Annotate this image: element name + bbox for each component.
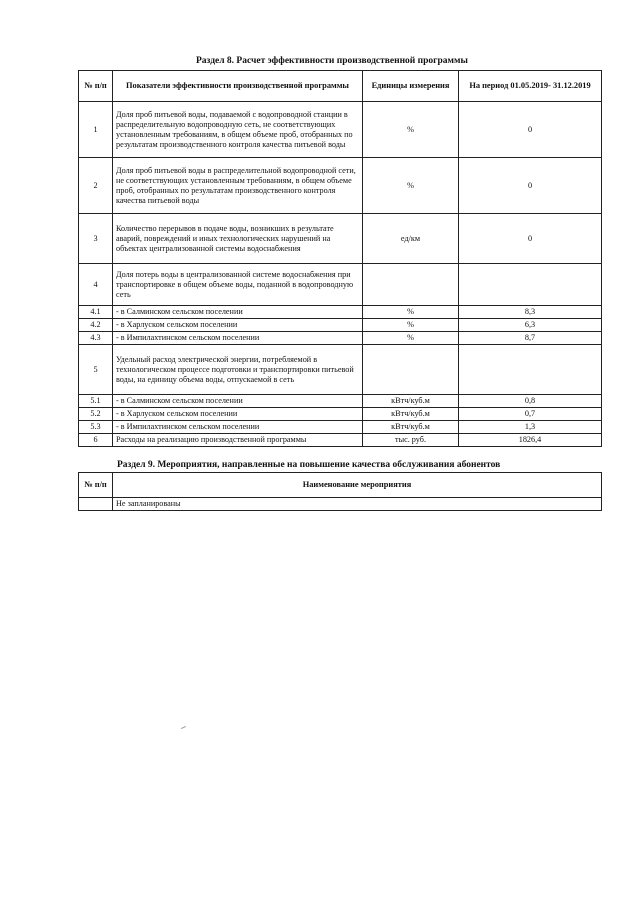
header-num: № п/п [79,71,113,102]
table-row [79,408,602,421]
cell-unit [363,345,459,395]
cell-num: 5 [79,345,113,395]
header-unit: Единицы измерения [363,71,459,102]
cell-num: 4.3 [79,332,113,345]
table-row [79,345,602,395]
cell-num: 3 [79,214,113,264]
cell-num: 4 [79,264,113,306]
cell-num: 5.3 [79,421,113,434]
table-row [79,264,602,306]
cell-indicator: - в Салминском сельском поселении [113,395,363,408]
cell-num: 5.1 [79,395,113,408]
table-row [79,395,602,408]
cell-num: 1 [79,102,113,158]
section-8-title: Раздел 8. Расчет эффективности производственной программы [196,56,468,66]
cell-unit: % [363,319,459,332]
cell-value: 0,8 [459,395,602,408]
table-row [79,319,602,332]
cell-indicator: - в Салминском сельском поселении [113,306,363,319]
table-row [79,214,602,264]
cell-unit [363,264,459,306]
cell-name: Не запланированы [113,498,602,511]
cell-indicator: Количество перерывов в подаче воды, возникших в результате аварий, повреждений и иных технологических нарушений на объектах централизованной системы водоснабжения [113,214,363,264]
efficiency-table [78,70,602,447]
cell-unit: % [363,158,459,214]
cell-unit: тыс. руб. [363,434,459,447]
cell-value: 1826,4 [459,434,602,447]
cell-indicator: - в Импилахтинском сельском поселении [113,421,363,434]
cell-value: 8,7 [459,332,602,345]
cell-indicator: - в Харлуском сельском поселении [113,408,363,421]
table-row [79,306,602,319]
scan-mark [181,726,186,729]
header-measure-name: Наименование мероприятия [113,473,602,498]
cell-value [459,264,602,306]
cell-indicator: Доля потерь воды в централизованной системе водоснабжения при транспортировке в общем объеме воды, поданной в водопроводную сеть [113,264,363,306]
cell-unit: % [363,306,459,319]
cell-value: 0 [459,158,602,214]
cell-unit: % [363,102,459,158]
cell-value: 8,3 [459,306,602,319]
measures-table [78,472,602,511]
cell-value: 0 [459,214,602,264]
cell-indicator: - в Харлуском сельском поселении [113,319,363,332]
cell-indicator: Доля проб питьевой воды в распределительной водопроводной сети, не соответствующих установленным требованиям, в общем объеме проб, отобранных по результатам производственного контроля качества питьевой воды [113,158,363,214]
cell-unit: кВтч/куб.м [363,395,459,408]
cell-indicator: - в Импилахтинском сельском поселении [113,332,363,345]
cell-unit: ед/км [363,214,459,264]
header-indicator: Показатели эффективности производственной программы [113,71,363,102]
cell-num: 2 [79,158,113,214]
cell-value [459,345,602,395]
cell-indicator: Расходы на реализацию производственной программы [113,434,363,447]
cell-num: 4.2 [79,319,113,332]
cell-num: 6 [79,434,113,447]
table-header-row [79,473,602,498]
cell-unit: кВтч/куб.м [363,421,459,434]
cell-value: 1,3 [459,421,602,434]
cell-value: 6,3 [459,319,602,332]
measures-table-body [79,498,602,511]
cell-num: 5.2 [79,408,113,421]
cell-unit: кВтч/куб.м [363,408,459,421]
table-row [79,421,602,434]
table-header-row [79,71,602,102]
cell-num: 4.1 [79,306,113,319]
cell-value: 0,7 [459,408,602,421]
cell-unit: % [363,332,459,345]
header-num: № п/п [79,473,113,498]
cell-value: 0 [459,102,602,158]
table-row [79,102,602,158]
cell-indicator: Удельный расход электрической энергии, потребляемой в технологическом процессе подготовки и транспортировки питьевой воды, на единицу объема воды, отпускаемой в сеть [113,345,363,395]
cell-indicator: Доля проб питьевой воды, подаваемой с водопроводной станции в распределительную водопроводную сеть, не соответствующих установленным требованиям, в общем объеме проб, отобранных по результатам производственного контроля качества питьевой воды [113,102,363,158]
table-row [79,434,602,447]
section-9-title: Раздел 9. Мероприятия, направленные на повышение качества обслуживания абонентов [117,460,501,470]
table-row [79,158,602,214]
table-row [79,332,602,345]
efficiency-table-body [79,102,602,447]
table-row [79,498,602,511]
cell-num [79,498,113,511]
header-period: На период 01.05.2019- 31.12.2019 [459,71,602,102]
